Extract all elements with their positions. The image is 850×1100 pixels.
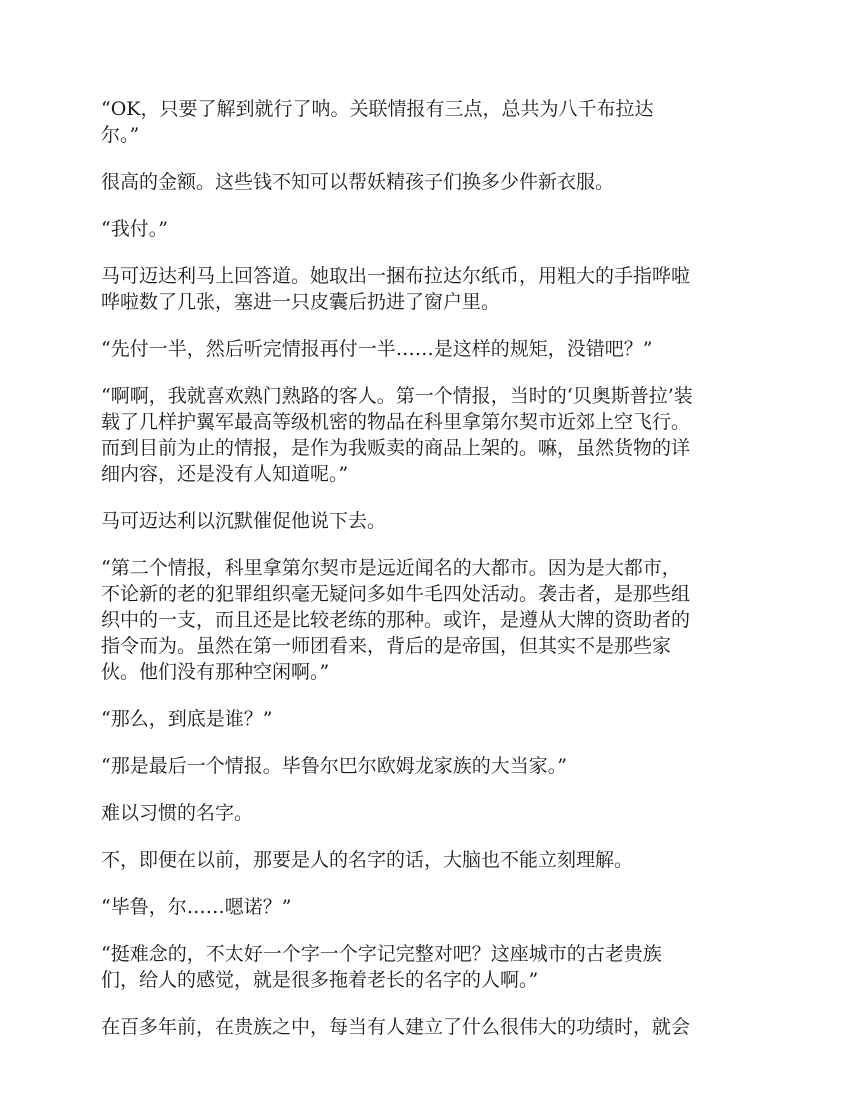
paragraph: “我付。” (101, 218, 168, 240)
paragraph: 马可迈达利以沉默催促他说下去。 (101, 510, 387, 532)
paragraph: “先付一半，然后听完情报再付一半……是这样的规矩，没错吧？” (101, 338, 653, 360)
document-page (101, 96, 751, 1061)
paragraph: 难以习惯的名字。 (101, 802, 254, 824)
paragraph: 很高的金额。这些钱不知可以帮妖精孩子们换多少件新衣服。 (101, 171, 615, 193)
paragraph: “那么，到底是谁？” (101, 708, 273, 730)
paragraph: “OK，只要了解到就行了呐。关联情报有三点，总共为八千布拉达 尔。” (101, 98, 654, 146)
paragraph: “挺难念的，不太好一个字一个字记完整对吧？这座城市的古老贵族 们，给人的感觉，就是很多拖着老长的名字的人啊。” (101, 943, 662, 991)
paragraph: “毕鲁，尔……嗯诺？” (101, 896, 292, 918)
paragraph: “啊啊，我就喜欢熟门熟路的客人。第一个情报，当时的‘贝奥斯普拉’装 载了几样护翼军最高等级机密的物品在科里拿第尔契市近郊上空飞行。 而到目前为止的情报，是作为我贩卖的商品上架的。嘛，虽然货物的详 细内容，还是没有人知道呢。” (101, 385, 693, 485)
paragraph: “第二个情报，科里拿第尔契市是远近闻名的大都市。因为是大都市， 不论新的老的犯罪组织毫无疑问多如牛毛四处活动。袭击者，是那些组 织中的一支，而且还是比较老练的那种。或许，是遵从大牌的资助者的 指令而为。虽然在第一师团看来，背后的是帝国，但其实不是那些家 伙。他们没有那种空闲啊。” (101, 557, 691, 683)
paragraph: 马可迈达利马上回答道。她取出一捆布拉达尔纸币，用粗大的手指哗啦 哗啦数了几张，塞进一只皮囊后扔进了窗户里。 (101, 265, 691, 313)
paragraph: “那是最后一个情报。毕鲁尔巴尔欧姆龙家族的大当家。” (101, 755, 567, 777)
paragraph: 不，即便在以前，那要是人的名字的话，大脑也不能立刻理解。 (101, 849, 634, 871)
paragraph: 在百多年前，在贵族之中，每当有人建立了什么很伟大的功绩时，就会 (101, 1016, 691, 1038)
